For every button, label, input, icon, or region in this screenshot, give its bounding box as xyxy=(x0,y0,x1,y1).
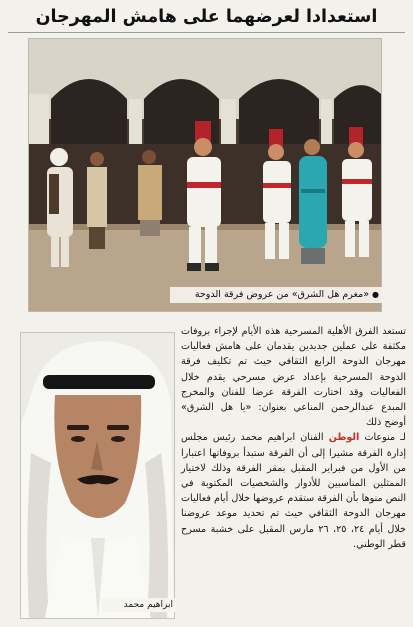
bullet-icon: ● xyxy=(372,290,379,299)
stage-performance-photo xyxy=(28,38,382,312)
stage-performance-illustration xyxy=(29,39,381,311)
article-paragraph-2-prefix: لـ منوعات xyxy=(364,432,406,444)
headline: استعدادا لعرضهما على هامش المهرجان xyxy=(8,2,405,33)
portrait-photo xyxy=(20,332,175,619)
portrait-caption: ابراهيم محمد xyxy=(102,598,176,612)
article-paragraph-2 xyxy=(181,430,406,552)
top-photo-caption-text: «مغرم هل الشرق» من عروض فرقة الدوحة xyxy=(194,289,370,300)
top-photo-caption xyxy=(170,287,383,303)
newspaper-brand-logo: الوطن xyxy=(328,432,360,444)
article-paragraph-2-text: الفنان ابراهيم محمد رئيس مجلس إدارة الفرقة مشيرا إلى أن الفرقة ستبدأ بروفاتها اعتبارا من الأول من فبراير المقبل بمقر الفرقة وذلك لاختيار الممثلين المناسبين للأدوار والشخصيات المكتوبة في النص منوها بأن الفرقة ستقدم عروضها خلال أيام فعاليات مهرجان الدوحة الثقافي حيث تم تحديد موعد عروضنا خلال أيام ٢٤، ٢٥، ٢٦ مارس المقبل على خشبة مسرح قطر الوطني. xyxy=(181,432,406,550)
article-body xyxy=(181,324,406,622)
article-paragraph-1: تستعد الفرق الأهلية المسرحية هذه الأيام لإجراء بروفات مكثفة على عملين جديدين يقدمان على هامش فعاليات مهرجان الدوحة الرابع الثقافي حيث تم تكليف فرقة الدوحة المسرحية بإعداد عرض مسرحي يقدم خلال الفعاليات وقد اختارت الفرقة عرضا للفنان والمخرج المبدع عبدالرحمن المناعي بعنوان: «يا هل الشرق» أوضح ذلك xyxy=(181,326,406,429)
portrait-illustration xyxy=(21,333,174,618)
